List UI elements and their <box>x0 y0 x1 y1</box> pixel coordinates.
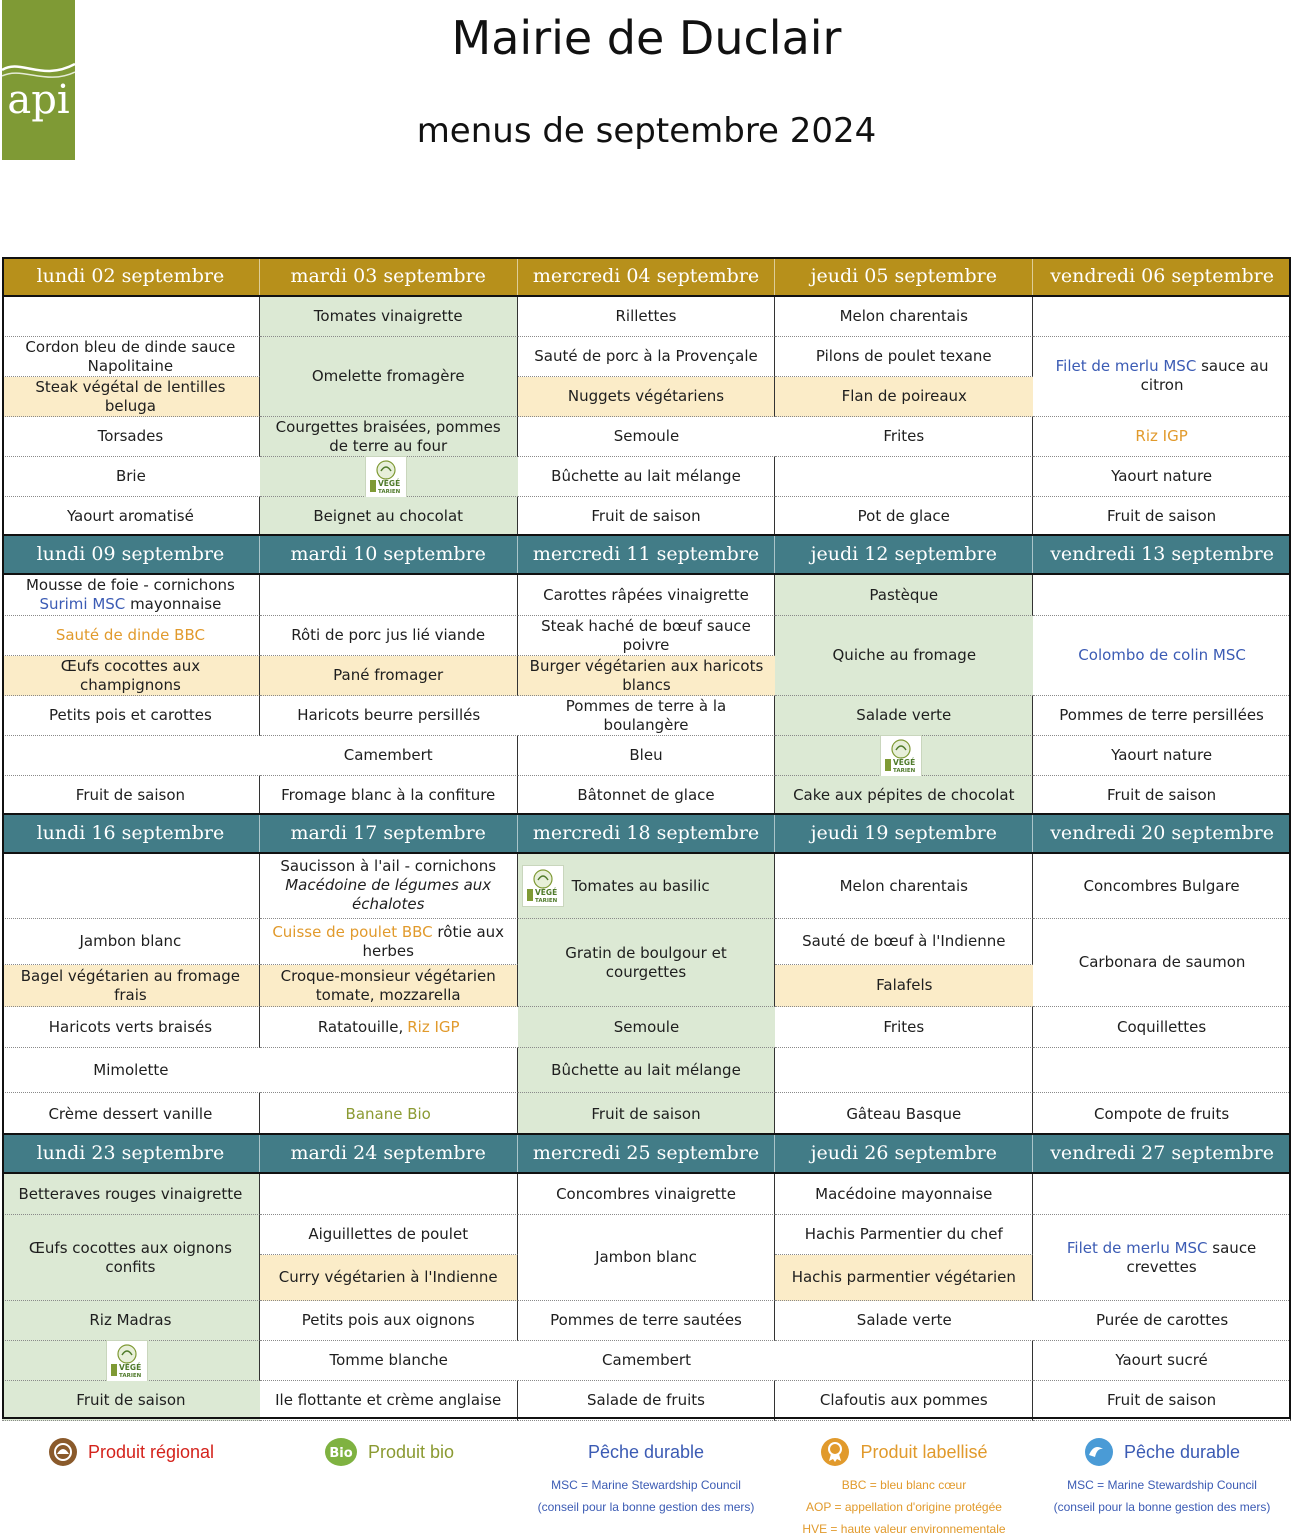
day-header: jeudi 05 septembre <box>775 257 1033 295</box>
day-header: jeudi 12 septembre <box>775 535 1033 573</box>
menu-item-vegetarian: Nuggets végétariens <box>518 377 776 417</box>
menu-item: Betteraves rouges vinaigrette <box>2 1174 260 1215</box>
legend-bio <box>260 1430 518 1474</box>
menu-item: Semoule <box>518 1007 776 1048</box>
svg-text:Bio: Bio <box>329 1446 353 1461</box>
menu-item: Fruit de saison <box>1033 776 1291 816</box>
menu-item: Haricots beurre persillés <box>260 696 518 736</box>
menu-item-label: Sauté de dinde BBC <box>2 616 260 656</box>
svg-text:TARIEN: TARIEN <box>377 488 400 495</box>
menu-item: Purée de carottes <box>1033 1301 1291 1341</box>
menu-item: Bleu <box>518 736 776 776</box>
menu-item <box>1033 337 1291 417</box>
svg-text:VÉGÉ: VÉGÉ <box>377 478 400 488</box>
menu-item <box>260 854 518 919</box>
menu-item <box>1033 1048 1291 1093</box>
menu-item: Haricots verts braisés <box>2 1007 260 1048</box>
menu-item: Bûchette au lait mélange <box>518 1048 776 1093</box>
menu-item <box>1033 1215 1291 1301</box>
menu-item-text: Tomates au basilic <box>571 876 710 895</box>
menu-item <box>2 297 260 337</box>
menu-item <box>1033 575 1291 616</box>
menu-item: Carbonara de saumon <box>1033 919 1291 1007</box>
menu-item: Œufs cocottes aux oignons confits <box>2 1215 260 1301</box>
menu-item: Jambon blanc <box>518 1215 776 1301</box>
legend-line: MSC = Marine Stewardship Council <box>551 1478 741 1492</box>
menu-item <box>260 575 518 616</box>
page-subtitle: menus de septembre 2024 <box>416 111 877 151</box>
menu-item-text: rôtie aux herbes <box>362 923 505 960</box>
week-1-header <box>2 257 1291 295</box>
menu-item: Brie <box>2 457 260 497</box>
legend-regional <box>2 1430 260 1474</box>
menu-item-vegetarian: Bagel végétarien au fromage frais <box>2 965 260 1007</box>
legend-line: AOP = appellation d'origine protégée <box>806 1500 1002 1514</box>
week-2-menu <box>2 573 1291 814</box>
menu-item <box>260 1048 518 1093</box>
menu-item: Fruit de saison <box>518 1093 776 1136</box>
menu-item: Mimolette <box>2 1048 260 1093</box>
menu-item: Steak haché de bœuf sauce poivre <box>518 616 776 656</box>
vegetarian-badge-icon <box>522 865 564 907</box>
menu-item-text: Macédoine de légumes aux échalotes <box>285 876 492 913</box>
menu-item: Semoule <box>518 417 776 457</box>
menu-item: Torsades <box>2 417 260 457</box>
day-header: mardi 03 septembre <box>260 257 518 295</box>
page-title: Mairie de Duclair <box>451 11 842 65</box>
menu-item: Yaourt sucré <box>1033 1341 1291 1381</box>
menu-item: Omelette fromagère <box>260 337 518 417</box>
menu-item: Pilons de poulet texane <box>775 337 1033 377</box>
menu-item: Pot de glace <box>775 497 1033 537</box>
week-1 <box>2 257 1291 535</box>
vegetarian-badge-cell <box>775 736 1033 776</box>
day-header: mardi 24 septembre <box>260 1134 518 1172</box>
day-header: mercredi 11 septembre <box>518 535 776 573</box>
menu-item: Melon charentais <box>775 854 1033 919</box>
vegetarian-badge-icon <box>365 456 407 498</box>
vegetarian-badge-cell <box>2 1341 260 1381</box>
menu-item <box>1033 1174 1291 1215</box>
menu-item: Sauté de bœuf à l'Indienne <box>775 919 1033 965</box>
week-4-menu <box>2 1172 1291 1419</box>
menu-item-text: Mousse de foie - cornichons <box>25 576 235 594</box>
legend-line: MSC = Marine Stewardship Council <box>1067 1478 1257 1492</box>
legend-title: Produit labellisé <box>860 1441 988 1462</box>
menu-item-text: mayonnaise <box>125 595 222 613</box>
legend-title: Pêche durable <box>587 1441 705 1462</box>
menu-item: Melon charentais <box>775 297 1033 337</box>
svg-text:TARIEN: TARIEN <box>119 1372 142 1379</box>
week-separator <box>2 534 1291 536</box>
regional-product-icon <box>48 1437 78 1467</box>
menu-item-vegetarian: Burger végétarien aux haricots blancs <box>518 656 776 696</box>
day-header: lundi 16 septembre <box>2 814 260 852</box>
msc-fish-label: Filet de merlu MSC <box>1066 1239 1208 1257</box>
menu-item: Cordon bleu de dinde sauce Napolitaine <box>2 337 260 377</box>
legend-label <box>775 1430 1033 1536</box>
menu-item: Beignet au chocolat <box>260 497 518 537</box>
week-4 <box>2 1134 1291 1419</box>
week-separator <box>2 1133 1291 1135</box>
menu-item: Fruit de saison <box>1033 497 1291 537</box>
menu-item: Gâteau Basque <box>775 1093 1033 1136</box>
menu-item <box>260 1174 518 1215</box>
week-3-header <box>2 814 1291 852</box>
menu-item: Petits pois aux oignons <box>260 1301 518 1341</box>
menu-item: Petits pois et carottes <box>2 696 260 736</box>
menu-item: Jambon blanc <box>2 919 260 965</box>
menu-item <box>2 736 260 776</box>
day-header: lundi 02 septembre <box>2 257 260 295</box>
menu-item: Carottes râpées vinaigrette <box>518 575 776 616</box>
menu-item: Concombres Bulgare <box>1033 854 1291 919</box>
menu-item: Pastèque <box>775 575 1033 616</box>
day-header: vendredi 20 septembre <box>1050 822 1274 844</box>
day-header: mardi 17 septembre <box>260 814 518 852</box>
menu-item: Fruit de saison <box>2 1381 260 1421</box>
wave-icon <box>1084 1437 1114 1467</box>
menu-item: Riz Madras <box>2 1301 260 1341</box>
label-product: Riz IGP <box>407 1017 460 1036</box>
menu-item: Cake aux pépites de chocolat <box>775 776 1033 816</box>
msc-fish-label: Colombo de colin MSC <box>1033 616 1291 696</box>
svg-text:TARIEN: TARIEN <box>892 767 916 774</box>
menu-item-vegetarian: Flan de poireaux <box>775 377 1033 417</box>
day-header: mardi 10 septembre <box>260 535 518 573</box>
menu-item: Bâtonnet de glace <box>518 776 776 816</box>
legend-title: Pêche durable <box>1123 1441 1241 1462</box>
menu-item-vegetarian: Croque-monsieur végétarien tomate, mozzarella <box>260 965 518 1007</box>
day-header: lundi 09 septembre <box>2 535 260 573</box>
day-header: lundi 23 septembre <box>2 1134 260 1172</box>
menu-item <box>1033 297 1291 337</box>
menu-item: Macédoine mayonnaise <box>775 1174 1033 1215</box>
menu-item-label: Riz IGP <box>1033 417 1291 457</box>
day-header: mercredi 18 septembre <box>518 814 776 852</box>
svg-text:VÉGÉ: VÉGÉ <box>534 888 557 897</box>
menu-item: Salade verte <box>775 696 1033 736</box>
day-header: jeudi 19 septembre <box>775 814 1033 852</box>
menu-item: Bûchette au lait mélange <box>518 457 776 497</box>
menu-item-vegetarian: Pané fromager <box>260 656 518 696</box>
day-header: vendredi 06 septembre <box>1050 265 1274 287</box>
day-header: vendredi 13 septembre <box>1050 543 1274 565</box>
menu-item: Ile flottante et crème anglaise <box>260 1381 518 1421</box>
bio-icon <box>324 1437 358 1467</box>
menu-item <box>2 854 260 919</box>
menu-item: Yaourt aromatisé <box>2 497 260 537</box>
day-header: vendredi 27 septembre <box>1050 1142 1274 1164</box>
week-2 <box>2 535 1291 814</box>
week-2-header <box>2 535 1291 573</box>
menu-item: Camembert <box>518 1341 776 1381</box>
legend-line: (conseil pour la bonne gestion des mers) <box>1053 1500 1271 1514</box>
day-header: mercredi 04 septembre <box>518 257 776 295</box>
menu-item: Pommes de terre sautées <box>518 1301 776 1341</box>
menu-item-text: sauce au citron <box>1140 357 1269 394</box>
menu-item: Frites <box>775 1007 1033 1048</box>
logo-text: api <box>7 77 70 123</box>
menu-item: Rôti de porc jus lié viande <box>260 616 518 656</box>
menu-item: Pommes de terre à la boulangère <box>518 696 776 736</box>
legend-title: Produit régional <box>87 1441 215 1462</box>
menu-item <box>775 457 1033 497</box>
menu-item: Tomme blanche <box>260 1341 518 1381</box>
menu-item <box>775 1048 1033 1093</box>
menu-item: Camembert <box>260 736 518 776</box>
menu-item: Pommes de terre persillées <box>1033 696 1291 736</box>
menu-item <box>518 854 776 919</box>
week-separator <box>2 813 1291 815</box>
menu-item-text: Ratatouille, <box>317 1017 404 1036</box>
legend-line: BBC = bleu blanc cœur <box>841 1478 967 1492</box>
menu-item: Fruit de saison <box>1033 1381 1291 1421</box>
menu-item: Frites <box>775 417 1033 457</box>
menu-item: Rillettes <box>518 297 776 337</box>
menu-item: Fruit de saison <box>518 497 776 537</box>
week-3-menu <box>2 852 1291 1134</box>
menu-item: Fruit de saison <box>2 776 260 816</box>
menu-item: Salade de fruits <box>518 1381 776 1421</box>
svg-text:VÉGÉ: VÉGÉ <box>119 1362 142 1372</box>
menu-item-vegetarian: Falafels <box>775 965 1033 1007</box>
menu-item: Salade verte <box>775 1301 1033 1341</box>
vegetarian-badge-icon <box>880 735 922 777</box>
vegetarian-badge-cell <box>260 457 518 497</box>
label-medal-icon <box>820 1437 850 1467</box>
menu-item: Quiche au fromage <box>775 616 1033 696</box>
menu-item-vegetarian: Œufs cocottes aux champignons <box>2 656 260 696</box>
menu-item: Coquillettes <box>1033 1007 1291 1048</box>
menu-item-vegetarian: Hachis parmentier végétarien <box>775 1255 1033 1301</box>
menu-item <box>260 1007 518 1048</box>
menu-item: Yaourt nature <box>1033 457 1291 497</box>
menu-item: Concombres vinaigrette <box>518 1174 776 1215</box>
legend-line: HVE = haute valeur environnementale <box>802 1522 1006 1536</box>
menu-item: Compote de fruits <box>1033 1093 1291 1136</box>
msc-fish-label: Filet de merlu MSC <box>1055 357 1197 375</box>
menu-item <box>775 1341 1033 1381</box>
menu-item-text: sauce crevettes <box>1126 1239 1257 1276</box>
day-header: mercredi 25 septembre <box>518 1134 776 1172</box>
menu-item: Crème dessert vanille <box>2 1093 260 1136</box>
menu-item: Yaourt nature <box>1033 736 1291 776</box>
menu-item-vegetarian: Curry végétarien à l'Indienne <box>260 1255 518 1301</box>
bio-product: Banane Bio <box>260 1093 518 1136</box>
day-header: jeudi 26 septembre <box>775 1134 1033 1172</box>
menu-item <box>260 919 518 965</box>
menu-item: Sauté de porc à la Provençale <box>518 337 776 377</box>
menu-item: Fromage blanc à la confiture <box>260 776 518 816</box>
menu-item-vegetarian: Steak végétal de lentilles beluga <box>2 377 260 417</box>
menu-item: Aiguillettes de poulet <box>260 1215 518 1255</box>
legend-sustainable-fishing-2 <box>1033 1430 1291 1518</box>
svg-text:VÉGÉ: VÉGÉ <box>892 757 915 767</box>
menu-item: Tomates vinaigrette <box>260 297 518 337</box>
menu-item-text: Saucisson à l'ail - cornichons <box>280 857 497 875</box>
vegetarian-badge-icon <box>106 1340 148 1382</box>
menu-item <box>2 575 260 616</box>
msc-fish-label: Surimi MSC <box>39 595 126 613</box>
menu-item: Gratin de boulgour et courgettes <box>518 919 776 1007</box>
week-4-header <box>2 1134 1291 1172</box>
legend-line: (conseil pour la bonne gestion des mers) <box>537 1500 755 1514</box>
menu-item: Clafoutis aux pommes <box>775 1381 1033 1421</box>
week-3 <box>2 814 1291 1134</box>
menu-item: Hachis Parmentier du chef <box>775 1215 1033 1255</box>
menu-item: Courgettes braisées, pommes de terre au four <box>260 417 518 457</box>
legend-sustainable-fishing <box>517 1430 775 1518</box>
week-1-menu <box>2 295 1291 535</box>
label-product: Cuisse de poulet BBC <box>272 923 433 941</box>
svg-text:TARIEN: TARIEN <box>534 898 557 904</box>
legend-title: Produit bio <box>367 1441 455 1462</box>
